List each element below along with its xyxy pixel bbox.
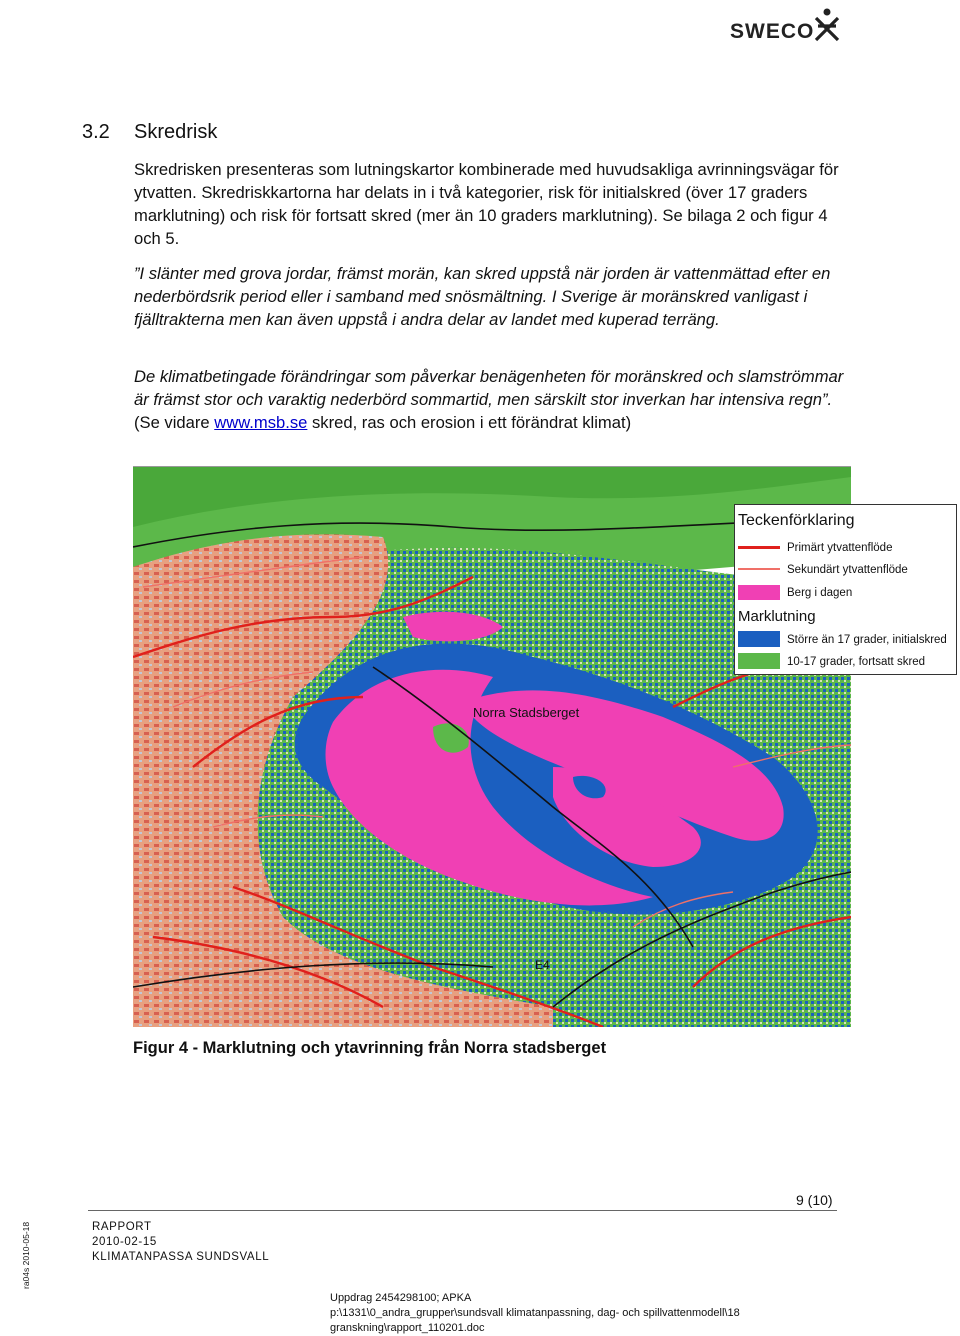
paragraph-3 [134,365,844,434]
section-number: 3.2 [82,121,110,143]
paragraph-3-pre: (Se vidare [134,413,215,432]
footer-left [92,1220,269,1265]
footer-report: RAPPORT [92,1221,152,1233]
section-heading [82,121,217,144]
footer-assignment: Uppdrag 2454298100; APKA [330,1292,472,1304]
figure-caption: Figur 4 - Marklutning och ytavrinning från Norra stadsberget [133,1039,607,1057]
legend-label-secondary-flow: Sekundärt ytvattenflöde [787,564,908,576]
legend-label-bedrock: Berg i dagen [787,587,853,599]
msb-link[interactable]: www.msb.se [214,413,308,432]
legend-subtitle: Marklutning [738,608,816,625]
side-code: ra04s 2010-05-18 [21,1221,31,1289]
footer-project: KLIMATANPASSA SUNDSVALL [92,1251,270,1263]
section-title: Skredrisk [134,121,218,143]
paragraph-quote: ”I slänter med grova jordar, främst morän, kan skred uppstå när jorden är vattenmättad efter en nederbördsrik period eller i samband med snösmältning. I Sverige är moränskred vanligast i fjälltrakterna men kan även uppstå i andra delar av landet med kuperad terräng. [134,264,831,329]
paragraph-1: Skredrisken presenteras som lutningskartor kombinerade med huvudsakliga avrinningsvägar för ytvatten. Skredriskkartorna har delats in i två kategorier, risk för initialskred (över 17 graders marklutning) och risk för fortsatt skred (mer än 10 graders marklutning). Se bilaga 2 och figur 4 och 5. [134,160,839,248]
legend-label-moderate: 10-17 grader, fortsatt skred [787,656,926,668]
footer-path: p:\1331\0_andra_grupper\sundsvall klimatanpassning, dag- och spillvattenmodell\18 [330,1307,740,1319]
sweco-logo [730,8,842,42]
map-place-label: Norra Stadsberget [473,705,580,720]
map-legend [734,504,957,675]
footer-file: granskning\rapport_110201.doc [330,1322,485,1334]
legend-swatch-primary-flow [738,546,780,549]
legend-swatch-bedrock [738,585,780,600]
legend-swatch-secondary-flow [738,568,780,570]
legend-swatch-moderate [738,653,780,669]
footer-right [330,1291,740,1336]
footer-date: 2010-02-15 [92,1236,157,1248]
paragraph-3-post: skred, ras och erosion i ett förändrat klimat) [307,413,632,432]
legend-title: Teckenförklaring [738,512,855,529]
sweco-mark-icon [814,8,840,42]
legend-swatch-steep [738,631,780,647]
footer-divider [88,1210,837,1211]
page-number: 9 (10) [796,1192,833,1208]
legend-label-steep: Större än 17 grader, initialskred [787,634,947,646]
logo-text: SWECO [730,20,815,43]
road-label-e4: E4 [535,958,550,972]
legend-label-primary-flow: Primärt ytvattenflöde [787,542,893,554]
paragraph-3-italic: De klimatbetingade förändringar som påverkar benägenheten för moränskred och slamströmmar är främst stor och varaktig nederbörd sommartid, men särskilt stor inverkan har intensiva regn”. [134,367,844,409]
